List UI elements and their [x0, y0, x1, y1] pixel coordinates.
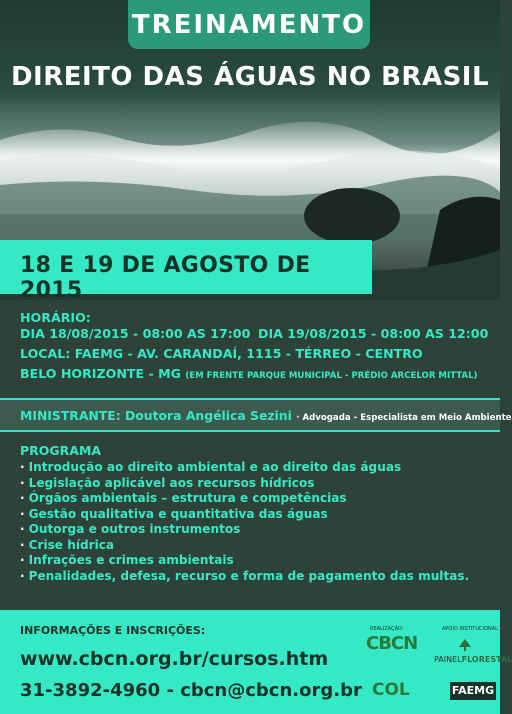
list-item: · Legislação aplicável aos recursos hídricos	[20, 476, 469, 492]
apoio-label: APOIO INSTITUCIONAL:	[442, 626, 500, 632]
schedule-section	[0, 300, 500, 400]
city-note: (EM FRENTE PARQUE MUNICIPAL - PRÉDIO ARCELOR MITTAL)	[185, 371, 478, 381]
programa-list	[20, 460, 469, 584]
schedule-label: HORÁRIO:	[20, 310, 91, 325]
list-item: · Crise hídrica	[20, 538, 469, 554]
list-item: · Gestão qualitativa e quantitativa das águas	[20, 507, 469, 523]
ministrante-desc: · Advogada - Especialista em Meio Ambiente	[296, 413, 512, 423]
event-dates: 18 E 19 DE AGOSTO DE 2015	[20, 253, 311, 303]
schedule-day-2: DIA 19/08/2015 - 08:00 AS 12:00	[258, 326, 489, 341]
painel-florestal-logo: PAINELFLORESTAL	[434, 636, 496, 664]
sponsor-logos	[362, 616, 512, 710]
contact-line[interactable]: 31-3892-4960 - cbcn@cbcn.org.br	[20, 680, 362, 701]
schedule-day-1: DIA 18/08/2015 - 08:00 AS 17:00	[20, 326, 251, 341]
list-item: · Órgãos ambientais – estrutura e competências	[20, 491, 469, 507]
realizacao-label: REALIZAÇÃO:	[370, 626, 404, 632]
divider	[0, 430, 500, 432]
ministrante-section	[0, 400, 512, 430]
cbcn-logo: CBCN	[366, 633, 418, 654]
city-name: BELO HORIZONTE - MG	[20, 366, 181, 381]
faemg-logo: FAEMG	[450, 682, 496, 700]
ministrante-line	[20, 408, 512, 423]
location-line: LOCAL: FAEMG - AV. CARANDAÍ, 1115 - TÉRREO - CENTRO	[20, 346, 423, 361]
tree-icon	[458, 639, 472, 651]
city-line	[20, 366, 477, 381]
page-title: DIREITO DAS ÁGUAS NO BRASIL	[10, 62, 490, 92]
list-item: · Penalidades, defesa, recurso e forma de pagamento das multas.	[20, 569, 469, 585]
info-heading: INFORMAÇÕES E INSCRIÇÕES:	[20, 624, 206, 637]
ministrante-name: MINISTRANTE: Doutora Angélica Sezini	[20, 408, 292, 423]
programa-title: PROGRAMA	[20, 443, 102, 458]
list-item: · Outorga e outros instrumentos	[20, 522, 469, 538]
col-logo: COL	[372, 680, 410, 700]
website-link[interactable]: www.cbcn.org.br/cursos.htm	[20, 648, 329, 670]
list-item: · Introdução ao direito ambiental e ao direito das águas	[20, 460, 469, 476]
footer	[0, 610, 512, 714]
list-item: · Infrações e crimes ambientais	[20, 553, 469, 569]
date-band	[0, 240, 372, 303]
training-tag: TREINAMENTO	[128, 0, 370, 49]
